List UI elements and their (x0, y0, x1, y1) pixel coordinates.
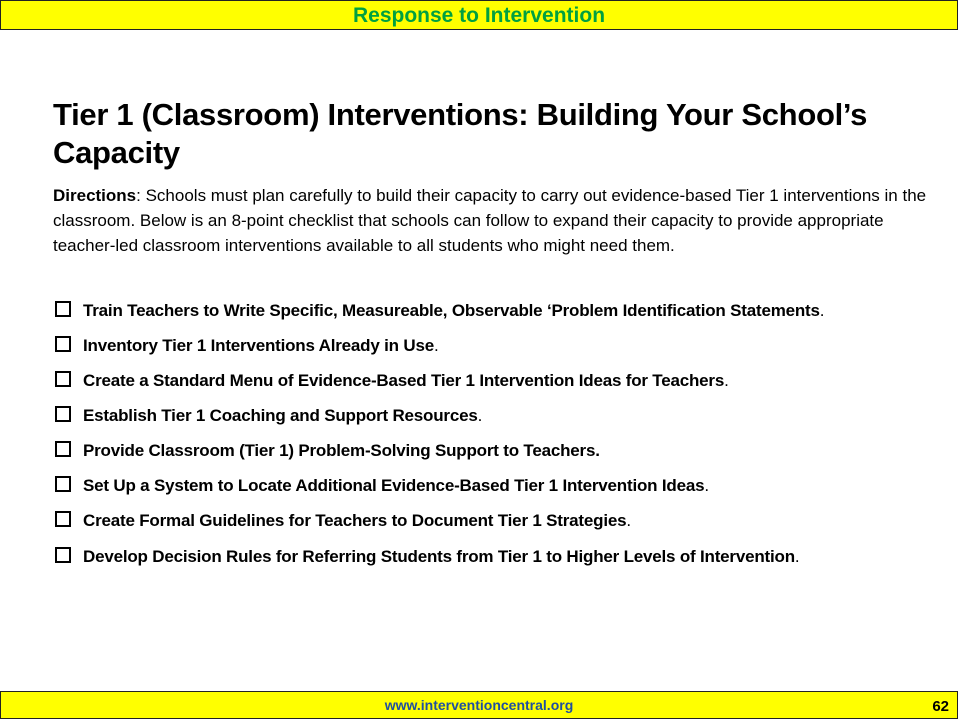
checklist-item: Train Teachers to Write Specific, Measureable, Observable ‘Problem Identification Statements. (53, 298, 933, 323)
checkbox-icon[interactable] (55, 547, 71, 563)
checklist-item: Establish Tier 1 Coaching and Support Resources. (53, 404, 933, 428)
directions-text: : Schools must plan carefully to build their capacity to carry out evidence-based Tier 1 interventions in the classroom. Below is an 8-point checklist that schools can follow to expand their capacity to provide appropriate teacher-led classroom interventions available to all students who might need them. (53, 186, 927, 255)
checkbox-icon[interactable] (55, 371, 71, 387)
checkbox-icon[interactable] (55, 336, 71, 352)
page-number: 62 (932, 698, 949, 715)
checkbox-icon[interactable] (55, 441, 71, 457)
checklist-item: Create a Standard Menu of Evidence-Based Tier 1 Intervention Ideas for Teachers. (53, 369, 933, 393)
directions-paragraph (53, 183, 933, 258)
footer-bar (0, 691, 958, 719)
capacity-checklist (53, 298, 933, 580)
checklist-item-text: Create Formal Guidelines for Teachers to Document Tier 1 Strategies (83, 511, 627, 530)
header-bar (0, 0, 958, 30)
header-title: Response to Intervention (352, 4, 606, 27)
checklist-item-text: Inventory Tier 1 Interventions Already in Use (83, 336, 434, 355)
checklist-item: Set Up a System to Locate Additional Evidence-Based Tier 1 Intervention Ideas. (53, 474, 933, 498)
checklist-item: Inventory Tier 1 Interventions Already in Use. (53, 334, 933, 358)
slide-title: Tier 1 (Classroom) Interventions: Building Your School’s Capacity (53, 97, 868, 170)
checklist-item-text: Develop Decision Rules for Referring Students from Tier 1 to Higher Levels of Intervention (83, 547, 795, 566)
checklist-item-text: Establish Tier 1 Coaching and Support Resources (83, 406, 478, 425)
checklist-item (53, 439, 933, 463)
checkbox-icon[interactable] (55, 511, 71, 527)
directions-label: Directions (53, 186, 137, 205)
footer-url-link[interactable]: www.interventioncentral.org (384, 697, 574, 713)
checkbox-icon[interactable] (55, 476, 71, 492)
checklist-item-text: Provide Classroom (Tier 1) Problem-Solving Support to Teachers. (83, 441, 600, 460)
checklist-item-text: Create a Standard Menu of Evidence-Based Tier 1 Intervention Ideas for Teachers (83, 371, 725, 390)
checklist-item-text: Train Teachers to Write Specific, Measureable, Observable ‘Problem Identification Statements (83, 301, 820, 320)
checklist-item-text: Set Up a System to Locate Additional Evidence-Based Tier 1 Intervention Ideas (83, 476, 705, 495)
checklist-item: Develop Decision Rules for Referring Students from Tier 1 to Higher Levels of Intervention. (53, 544, 933, 569)
checklist-item: Create Formal Guidelines for Teachers to Document Tier 1 Strategies. (53, 509, 933, 533)
checkbox-icon[interactable] (55, 406, 71, 422)
checkbox-icon[interactable] (55, 301, 71, 317)
